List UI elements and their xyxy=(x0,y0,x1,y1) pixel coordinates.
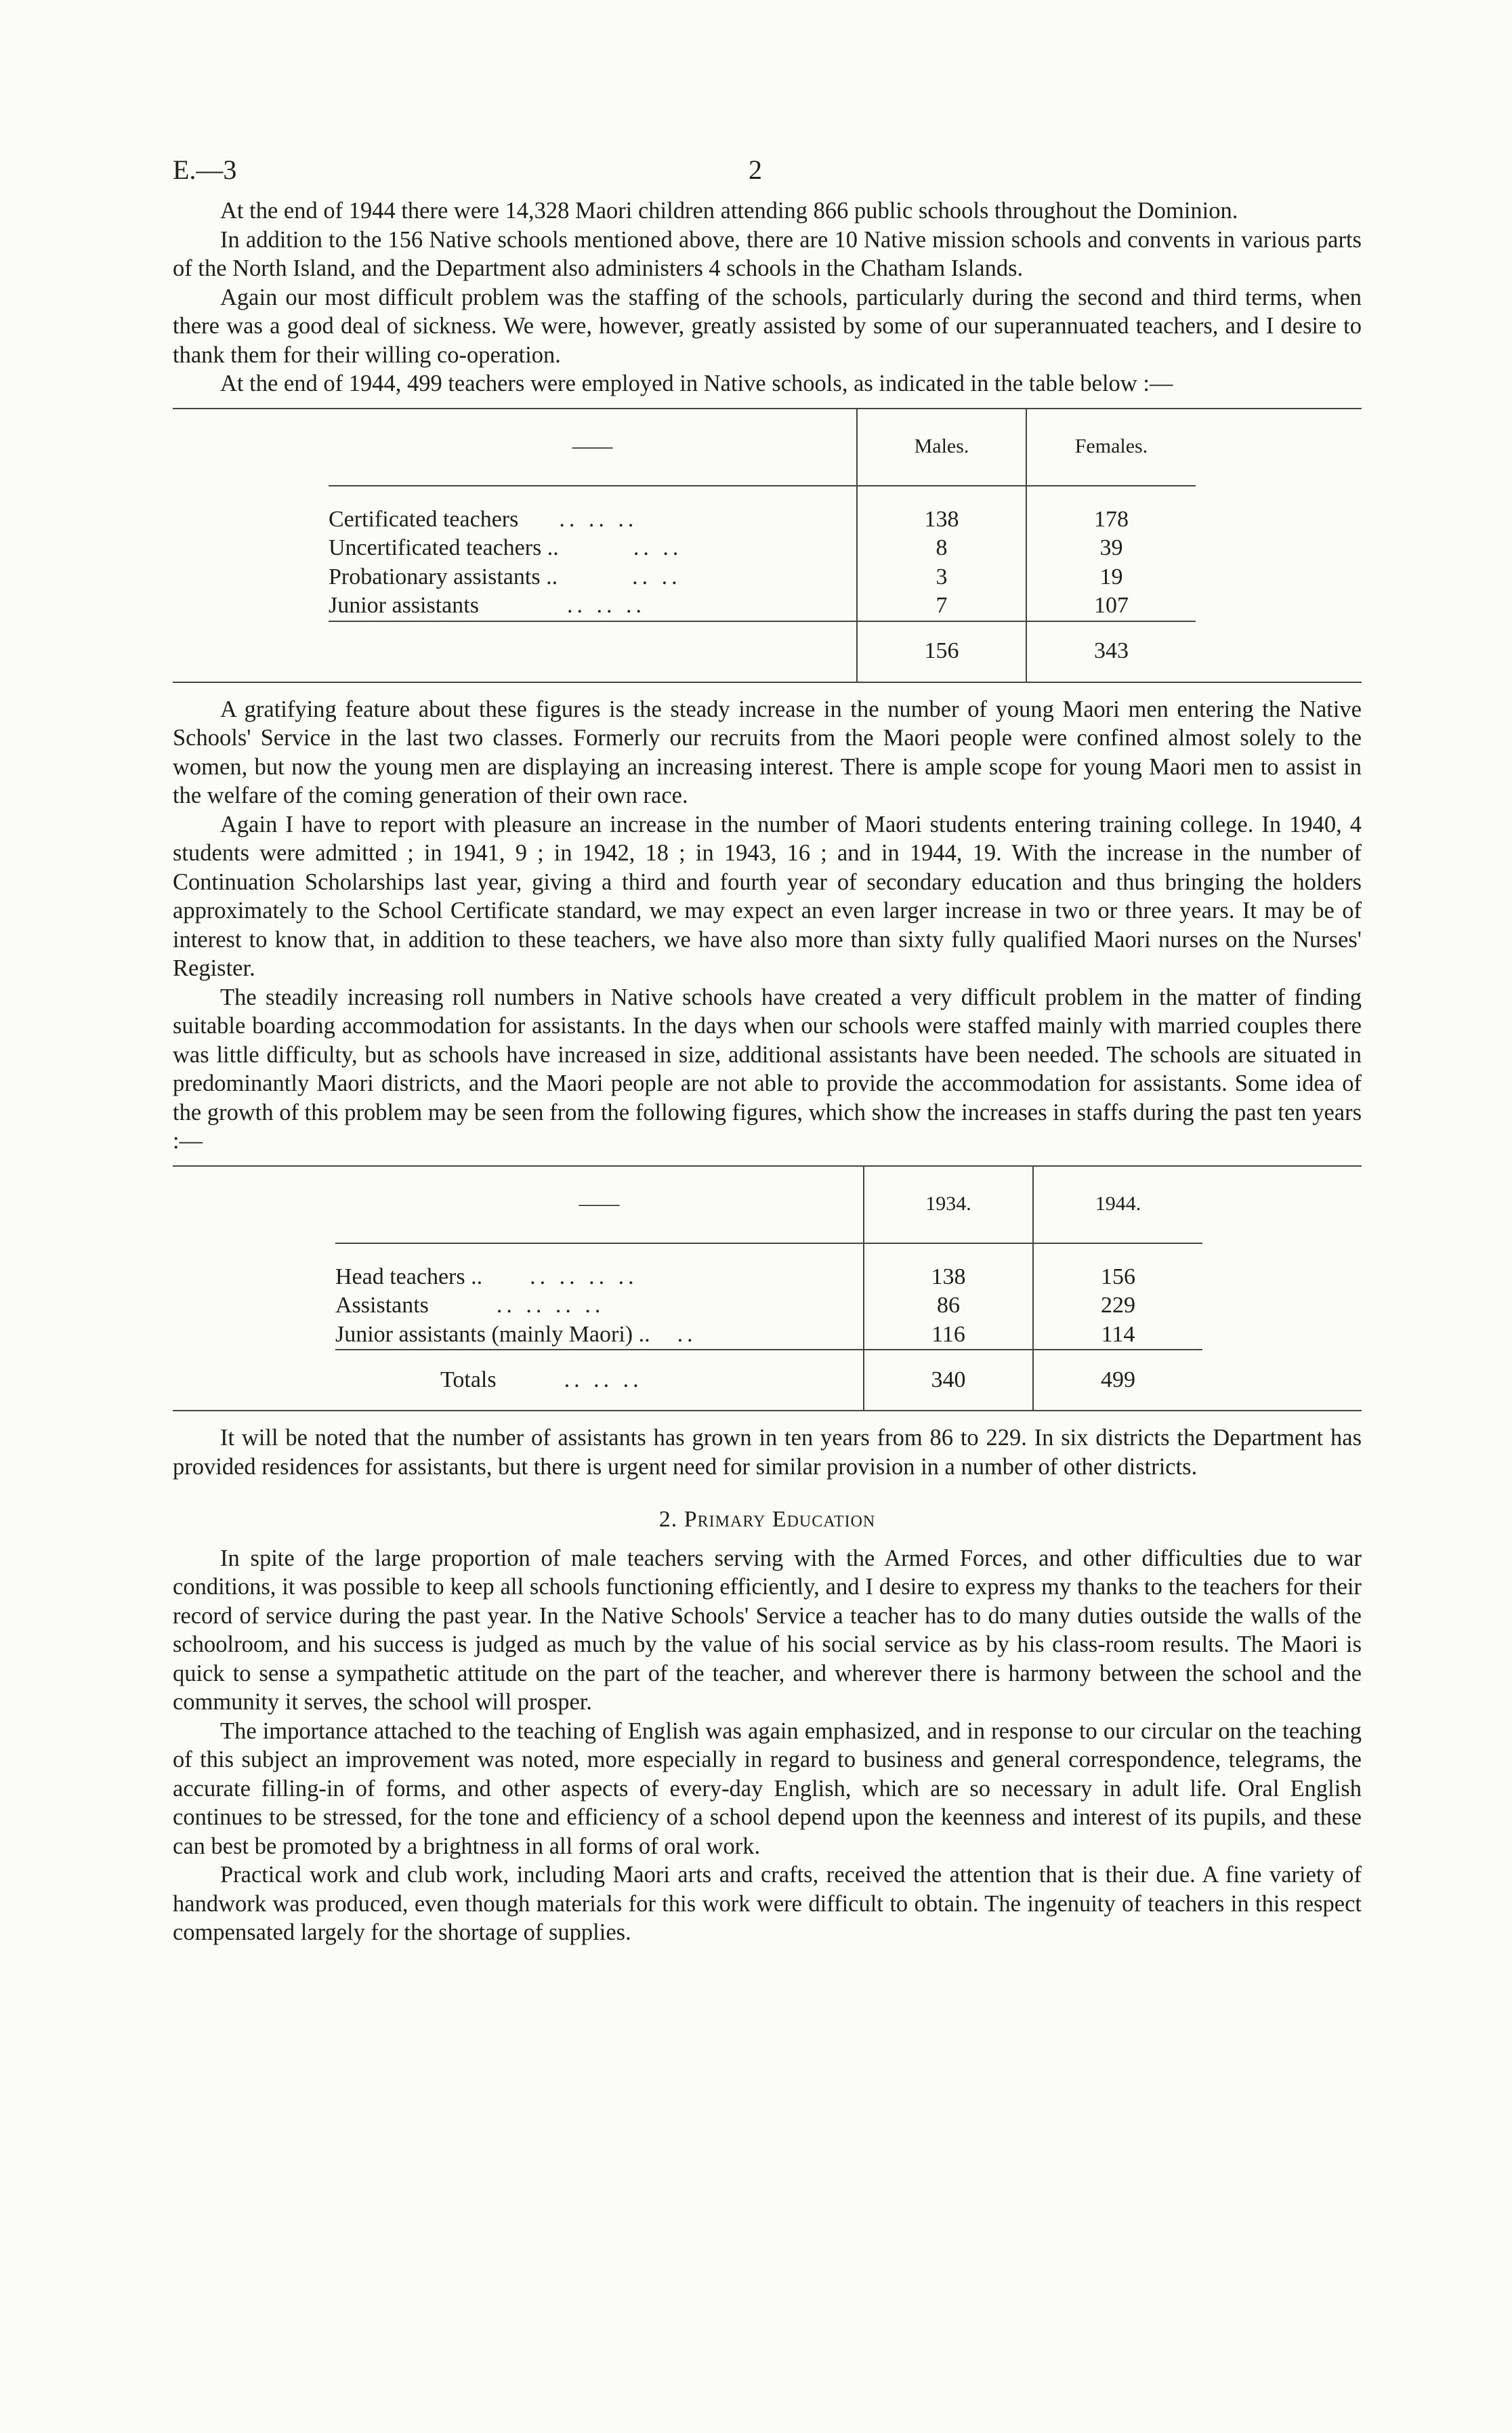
section-heading: 2. Primary Education xyxy=(658,1507,876,1532)
row-label: Assistants xyxy=(335,1293,429,1318)
row-label: Probationary assistants .. xyxy=(329,564,558,589)
table-bottom-rule xyxy=(173,682,1362,683)
page-number: 2 xyxy=(749,154,762,185)
leader-dots: .. xyxy=(677,1321,697,1347)
row-label: Certificated teachers xyxy=(329,506,519,532)
total-females: 343 xyxy=(1026,621,1196,682)
totals-label: Totals xyxy=(440,1367,497,1392)
table-row xyxy=(335,1243,1202,1292)
intro-section xyxy=(173,196,1362,398)
table-corner: —— xyxy=(329,409,857,486)
table-row xyxy=(329,486,1196,535)
total-males: 156 xyxy=(857,621,1026,682)
table-bottom-rule xyxy=(173,1410,1362,1411)
cell-females: 19 xyxy=(1026,563,1196,592)
leader-dots: .. .. .. .. xyxy=(496,1293,605,1318)
table-header-row xyxy=(329,409,1196,486)
cell-females: 107 xyxy=(1026,591,1196,621)
cell-males: 3 xyxy=(857,563,1026,592)
table-row xyxy=(335,1291,1202,1321)
cell-1944: 156 xyxy=(1033,1243,1202,1292)
paragraph: At the end of 1944, 499 teachers were employed in Native schools, as indicated in the table below :— xyxy=(220,371,1173,396)
staff-table-wrapper xyxy=(173,1165,1362,1412)
page-header xyxy=(173,156,1362,196)
cell-1934: 138 xyxy=(864,1243,1033,1292)
table-row xyxy=(329,563,1196,592)
row-label: Junior assistants (mainly Maori) .. xyxy=(335,1321,650,1347)
paragraph: Again our most difficult problem was the staffing of the schools, particularly during the second and third terms, when there was a good deal of sickness. We were, however, greatly assisted by some of our superannuated teachers, and I desire to thank them for their willing co-operation. xyxy=(173,284,1362,368)
leader-dots: .. .. .. xyxy=(566,593,646,618)
paragraph: The importance attached to the teaching of English was again emphasized, and in response to our circular on the teaching of this subject an improvement was noted, more especially in regard to business and general correspondence, telegrams, the accurate filling-in of forms, and other aspects of every-day English, which are so necessary in adult life. Oral English continues to be stressed, for the tone and efficiency of a school depend upon the keenness and interest of its pupils, and these can best be promoted by a brightness in all forms of oral work. xyxy=(173,1718,1362,1859)
column-header-1944: 1944. xyxy=(1033,1167,1202,1243)
cell-males: 7 xyxy=(857,591,1026,621)
table-corner: —— xyxy=(335,1167,864,1243)
paragraph: At the end of 1944 there were 14,328 Maori children attending 866 public schools throughout the Dominion. xyxy=(220,198,1238,224)
table-row xyxy=(329,534,1196,563)
column-header-1934: 1934. xyxy=(864,1167,1033,1243)
cell-females: 178 xyxy=(1026,486,1196,535)
teachers-table xyxy=(329,409,1196,682)
primary-education-section xyxy=(173,1544,1362,1947)
row-label: Head teachers .. xyxy=(335,1264,483,1289)
row-label: Junior assistants xyxy=(329,593,479,618)
table-total-row xyxy=(329,621,1196,682)
table-total-row xyxy=(335,1350,1202,1410)
cell-males: 138 xyxy=(857,486,1026,535)
paragraph: It will be noted that the number of assistants has grown in ten years from 86 to 229. In six districts the Department has provided residences for assistants, but there is urgent need for similar provision in a number of other districts. xyxy=(173,1425,1362,1480)
cell-1944: 114 xyxy=(1033,1321,1202,1350)
document-reference: E.—3 xyxy=(173,154,237,185)
column-header-males: Males. xyxy=(857,409,1026,486)
paragraph: A gratifying feature about these figures is the steady increase in the number of young Maori men entering the Native Schools' Service in the last two classes. Formerly our recruits from the Maori people were confined almost solely to the women, but now the young men are displaying an increasing interest. There is ample scope for young Maori men to assist in the welfare of the coming generation of their own race. xyxy=(173,696,1362,808)
paragraph: Practical work and club work, including Maori arts and crafts, received the attention that is their due. A fine variety of handwork was produced, even though materials for this work were difficult to obtain. The ingenuity of teachers in this respect compensated largely for the shortage of supplies. xyxy=(173,1862,1362,1945)
body-section xyxy=(173,695,1362,1156)
paragraph: The steadily increasing roll numbers in Native schools have created a very difficult problem in the matter of finding suitable boarding accommodation for assistants. In the days when our schools were staffed mainly with married couples there was little difficulty, but as schools have increased in size, additional assistants have been needed. The schools are situated in predominantly Maori districts, and the Maori people are not able to provide the accommodation for assistants. Some idea of the growth of this problem may be seen from the following figures, which show the increases in staffs during the past ten years :— xyxy=(173,984,1362,1154)
row-label: Uncertificated teachers .. xyxy=(329,535,559,560)
leader-dots: .. .. .. .. xyxy=(530,1264,638,1289)
paragraph: In addition to the 156 Native schools mentioned above, there are 10 Native mission schools and convents in various parts of the North Island, and the Department also administers 4 schools in the Chatham Islands. xyxy=(173,226,1362,281)
paragraph: In spite of the large proportion of male teachers serving with the Armed Forces, and other difficulties due to war conditions, it was possible to keep all schools functioning efficiently, and I desire to express my thanks to the teachers for their record of service during the past year. In the Native Schools' Service a teacher has to do many duties outside the walls of the schoolroom, and his success is judged as much by the value of his social service as by his class-room results. The Maori is quick to sense a sympathetic attitude on the part of the teacher, and wherever there is harmony between the school and the community it serves, the school will prosper. xyxy=(173,1545,1362,1715)
leader-dots: .. .. xyxy=(633,535,683,560)
table-row xyxy=(329,591,1196,621)
staff-growth-table xyxy=(335,1167,1202,1411)
cell-1944: 229 xyxy=(1033,1291,1202,1321)
leader-dots: .. .. .. xyxy=(559,506,638,532)
document-page xyxy=(173,156,1362,1947)
teachers-table-wrapper xyxy=(173,408,1362,683)
table-header-row xyxy=(335,1167,1202,1243)
paragraph: Again I have to report with pleasure an increase in the number of Maori students entering training college. In 1940, 4 students were admitted ; in 1941, 9 ; in 1942, 18 ; in 1943, 16 ; and in 1944, 19. With the increase in the number of Continuation Scholarships last year, giving a third and fourth year of secondary education and thus bringing the holders approximately to the School Certificate standard, we may expect an even larger increase in two or three years. It may be of interest to know that, in addition to these teachers, we have also more than sixty fully qualified Maori nurses on the Nurses' Register. xyxy=(173,811,1362,981)
total-1944: 499 xyxy=(1033,1350,1202,1410)
leader-dots: .. .. .. xyxy=(564,1367,643,1392)
cell-1934: 116 xyxy=(864,1321,1033,1350)
total-1934: 340 xyxy=(864,1350,1033,1410)
cell-males: 8 xyxy=(857,534,1026,563)
cell-1934: 86 xyxy=(864,1291,1033,1321)
column-header-females: Females. xyxy=(1026,409,1196,486)
cell-females: 39 xyxy=(1026,534,1196,563)
table-row xyxy=(335,1321,1202,1350)
leader-dots: .. .. xyxy=(632,564,681,589)
